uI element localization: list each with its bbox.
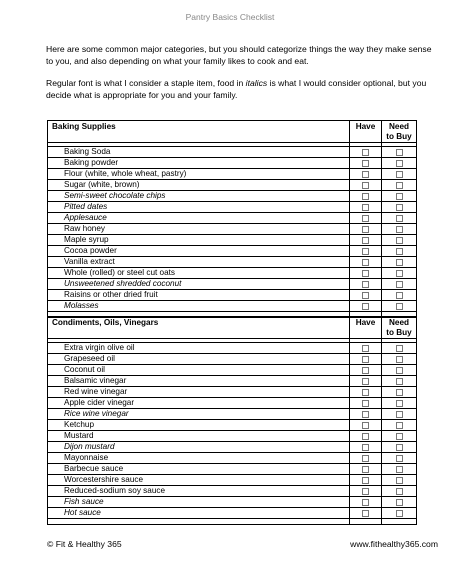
checklist-item-row: [48, 398, 417, 409]
have-cell: [350, 398, 382, 409]
checklist-item-row: [48, 290, 417, 301]
checklist-item-row: [48, 409, 417, 420]
have-checkbox[interactable]: [362, 433, 369, 440]
footer-copyright: © Fit & Healthy 365: [47, 539, 122, 549]
checklist-item-row: [48, 235, 417, 246]
item-name: Apple cider vinegar: [48, 398, 350, 409]
have-checkbox[interactable]: [362, 182, 369, 189]
item-name: Mayonnaise: [48, 453, 350, 464]
need-to-buy-cell: [382, 246, 417, 257]
to-buy-label: to Buy: [386, 131, 412, 141]
need-to-buy-checkbox[interactable]: [396, 292, 403, 299]
have-cell: [350, 486, 382, 497]
have-cell: [350, 442, 382, 453]
have-column-header: Have: [350, 317, 382, 339]
need-to-buy-checkbox[interactable]: [396, 433, 403, 440]
checklist-item-row: [48, 343, 417, 354]
item-name: Semi-sweet chocolate chips: [48, 191, 350, 202]
item-name: Rice wine vinegar: [48, 409, 350, 420]
item-name: Grapeseed oil: [48, 354, 350, 365]
checklist-item-row: [48, 365, 417, 376]
have-cell: [350, 180, 382, 191]
page-title: Pantry Basics Checklist: [185, 12, 275, 22]
need-to-buy-cell: [382, 191, 417, 202]
item-name: Molasses: [48, 301, 350, 312]
footer-website: www.fithealthy365.com: [350, 539, 438, 549]
have-cell: [350, 387, 382, 398]
checklist-item-row: [48, 464, 417, 475]
have-cell: [350, 343, 382, 354]
checklist-item-row: [48, 431, 417, 442]
need-to-buy-checkbox[interactable]: [396, 270, 403, 277]
have-checkbox[interactable]: [362, 411, 369, 418]
checklist-item-row: [48, 158, 417, 169]
have-checkbox[interactable]: [362, 444, 369, 451]
item-name: Cocoa powder: [48, 246, 350, 257]
spacer-row: [48, 519, 417, 525]
item-name: Sugar (white, brown): [48, 180, 350, 191]
have-cell: [350, 246, 382, 257]
have-checkbox[interactable]: [362, 466, 369, 473]
checklist-item-row: [48, 475, 417, 486]
baking-supplies-table: [47, 120, 417, 318]
checklist-item-row: [48, 301, 417, 312]
need-to-buy-checkbox[interactable]: [396, 248, 403, 255]
checklist-item-row: [48, 420, 417, 431]
need-to-buy-cell: [382, 279, 417, 290]
need-to-buy-cell: [382, 464, 417, 475]
need-to-buy-cell: [382, 431, 417, 442]
need-to-buy-cell: [382, 508, 417, 519]
checklist-item-row: [48, 453, 417, 464]
section-title: Condiments, Oils, Vinegars: [48, 317, 350, 339]
item-name: Ketchup: [48, 420, 350, 431]
item-name: Baking powder: [48, 158, 350, 169]
checklist-item-row: [48, 147, 417, 158]
have-cell: [350, 453, 382, 464]
have-cell: [350, 290, 382, 301]
have-cell: [350, 191, 382, 202]
have-cell: [350, 147, 382, 158]
checklist-item-row: [48, 169, 417, 180]
checklist-item-row: [48, 246, 417, 257]
need-to-buy-checkbox[interactable]: [396, 488, 403, 495]
intro-paragraph: Here are some common major categories, but you should categorize things the way they make sense to you, and also depending on what your family likes to cook and eat.: [46, 44, 432, 66]
need-to-buy-checkbox[interactable]: [396, 345, 403, 352]
have-checkbox[interactable]: [362, 204, 369, 211]
item-name: Unsweetened shredded coconut: [48, 279, 350, 290]
item-name: Flour (white, whole wheat, pastry): [48, 169, 350, 180]
checklist-item-row: [48, 224, 417, 235]
item-name: Whole (rolled) or steel cut oats: [48, 268, 350, 279]
item-name: Baking Soda: [48, 147, 350, 158]
have-cell: [350, 365, 382, 376]
legend-italic-word: italics: [245, 78, 268, 88]
need-to-buy-cell: [382, 387, 417, 398]
have-cell: [350, 431, 382, 442]
need-to-buy-cell: [382, 442, 417, 453]
need-to-buy-cell: [382, 257, 417, 268]
have-cell: [350, 376, 382, 387]
have-checkbox[interactable]: [362, 345, 369, 352]
need-to-buy-cell: [382, 376, 417, 387]
item-name: Pitted dates: [48, 202, 350, 213]
need-to-buy-checkbox[interactable]: [396, 215, 403, 222]
need-to-buy-checkbox[interactable]: [396, 237, 403, 244]
need-to-buy-cell: [382, 343, 417, 354]
have-checkbox[interactable]: [362, 422, 369, 429]
have-checkbox[interactable]: [362, 259, 369, 266]
section-header-row: [48, 121, 417, 143]
section-header-row: [48, 317, 417, 339]
have-checkbox[interactable]: [362, 160, 369, 167]
item-name: Reduced-sodium soy sauce: [48, 486, 350, 497]
need-to-buy-cell: [382, 301, 417, 312]
need-to-buy-checkbox[interactable]: [396, 204, 403, 211]
need-to-buy-cell: [382, 420, 417, 431]
checklist-item-row: [48, 486, 417, 497]
have-checkbox[interactable]: [362, 248, 369, 255]
need-to-buy-checkbox[interactable]: [396, 455, 403, 462]
need-to-buy-checkbox[interactable]: [396, 182, 403, 189]
item-name: Coconut oil: [48, 365, 350, 376]
need-to-buy-checkbox[interactable]: [396, 193, 403, 200]
item-name: Maple syrup: [48, 235, 350, 246]
checklist-item-row: [48, 191, 417, 202]
item-name: Hot sauce: [48, 508, 350, 519]
have-checkbox[interactable]: [362, 455, 369, 462]
have-checkbox[interactable]: [362, 499, 369, 506]
need-to-buy-cell: [382, 202, 417, 213]
checklist-item-row: [48, 279, 417, 290]
have-checkbox[interactable]: [362, 237, 369, 244]
need-to-buy-checkbox[interactable]: [396, 477, 403, 484]
need-to-buy-checkbox[interactable]: [396, 422, 403, 429]
have-checkbox[interactable]: [362, 226, 369, 233]
item-name: Fish sauce: [48, 497, 350, 508]
need-to-buy-cell: [382, 213, 417, 224]
need-to-buy-cell: [382, 365, 417, 376]
need-to-buy-column-header: [382, 121, 417, 143]
need-to-buy-checkbox[interactable]: [396, 389, 403, 396]
item-name: Extra virgin olive oil: [48, 343, 350, 354]
need-to-buy-checkbox[interactable]: [396, 160, 403, 167]
have-checkbox[interactable]: [362, 303, 369, 310]
have-cell: [350, 202, 382, 213]
have-checkbox[interactable]: [362, 400, 369, 407]
have-checkbox[interactable]: [362, 281, 369, 288]
checklist-item-row: [48, 257, 417, 268]
have-checkbox[interactable]: [362, 488, 369, 495]
checklist-item-row: [48, 387, 417, 398]
item-name: Raisins or other dried fruit: [48, 290, 350, 301]
need-to-buy-cell: [382, 147, 417, 158]
item-name: Dijon mustard: [48, 442, 350, 453]
have-checkbox[interactable]: [362, 510, 369, 517]
condiments-table: [47, 316, 417, 525]
need-to-buy-checkbox[interactable]: [396, 400, 403, 407]
need-to-buy-checkbox[interactable]: [396, 356, 403, 363]
need-to-buy-checkbox[interactable]: [396, 444, 403, 451]
have-cell: [350, 409, 382, 420]
need-to-buy-cell: [382, 235, 417, 246]
have-cell: [350, 301, 382, 312]
have-checkbox[interactable]: [362, 356, 369, 363]
have-cell: [350, 224, 382, 235]
have-checkbox[interactable]: [362, 270, 369, 277]
need-to-buy-cell: [382, 409, 417, 420]
checklist-item-row: [48, 268, 417, 279]
need-to-buy-cell: [382, 180, 417, 191]
item-name: Raw honey: [48, 224, 350, 235]
need-to-buy-checkbox[interactable]: [396, 510, 403, 517]
checklist-item-row: [48, 180, 417, 191]
need-to-buy-checkbox[interactable]: [396, 171, 403, 178]
have-checkbox[interactable]: [362, 389, 369, 396]
checklist-item-row: [48, 213, 417, 224]
need-to-buy-checkbox[interactable]: [396, 499, 403, 506]
have-cell: [350, 279, 382, 290]
checklist-item-row: [48, 376, 417, 387]
need-label: Need: [388, 122, 410, 131]
legend-text-end: is what I would consider optional, but you decide what is appropriate for you and your family.: [46, 78, 427, 100]
item-name: Mustard: [48, 431, 350, 442]
checklist-item-row: [48, 202, 417, 213]
checklist-item-row: [48, 497, 417, 508]
item-name: Balsamic vinegar: [48, 376, 350, 387]
checklist-item-row: [48, 442, 417, 453]
item-name: Applesauce: [48, 213, 350, 224]
need-to-buy-cell: [382, 158, 417, 169]
need-to-buy-cell: [382, 475, 417, 486]
need-to-buy-cell: [382, 453, 417, 464]
need-to-buy-cell: [382, 486, 417, 497]
have-column-header: Have: [350, 121, 382, 143]
to-buy-label: to Buy: [386, 327, 412, 337]
have-cell: [350, 213, 382, 224]
have-checkbox[interactable]: [362, 149, 369, 156]
have-checkbox[interactable]: [362, 292, 369, 299]
item-name: Worcestershire sauce: [48, 475, 350, 486]
item-name: Red wine vinegar: [48, 387, 350, 398]
have-cell: [350, 497, 382, 508]
need-to-buy-checkbox[interactable]: [396, 303, 403, 310]
have-checkbox[interactable]: [362, 477, 369, 484]
have-cell: [350, 169, 382, 180]
need-to-buy-cell: [382, 497, 417, 508]
need-to-buy-checkbox[interactable]: [396, 149, 403, 156]
need-to-buy-checkbox[interactable]: [396, 281, 403, 288]
need-to-buy-checkbox[interactable]: [396, 411, 403, 418]
need-to-buy-checkbox[interactable]: [396, 226, 403, 233]
have-checkbox[interactable]: [362, 367, 369, 374]
section-title: Baking Supplies: [48, 121, 350, 143]
need-to-buy-cell: [382, 268, 417, 279]
need-label: Need: [388, 318, 410, 327]
need-to-buy-cell: [382, 290, 417, 301]
have-cell: [350, 235, 382, 246]
need-to-buy-checkbox[interactable]: [396, 466, 403, 473]
have-cell: [350, 354, 382, 365]
have-cell: [350, 158, 382, 169]
have-cell: [350, 257, 382, 268]
need-to-buy-cell: [382, 398, 417, 409]
need-to-buy-cell: [382, 169, 417, 180]
have-checkbox[interactable]: [362, 215, 369, 222]
need-to-buy-checkbox[interactable]: [396, 259, 403, 266]
have-checkbox[interactable]: [362, 378, 369, 385]
checklist-item-row: [48, 354, 417, 365]
have-cell: [350, 464, 382, 475]
need-to-buy-checkbox[interactable]: [396, 378, 403, 385]
have-cell: [350, 420, 382, 431]
have-checkbox[interactable]: [362, 193, 369, 200]
have-checkbox[interactable]: [362, 171, 369, 178]
need-to-buy-column-header: [382, 317, 417, 339]
need-to-buy-checkbox[interactable]: [396, 367, 403, 374]
item-name: Vanilla extract: [48, 257, 350, 268]
item-name: Barbecue sauce: [48, 464, 350, 475]
have-cell: [350, 475, 382, 486]
have-cell: [350, 508, 382, 519]
have-cell: [350, 268, 382, 279]
need-to-buy-cell: [382, 224, 417, 235]
legend-paragraph: [46, 78, 440, 101]
legend-text-start: Regular font is what I consider a staple item, food in: [46, 78, 246, 88]
need-to-buy-cell: [382, 354, 417, 365]
checklist-item-row: [48, 508, 417, 519]
